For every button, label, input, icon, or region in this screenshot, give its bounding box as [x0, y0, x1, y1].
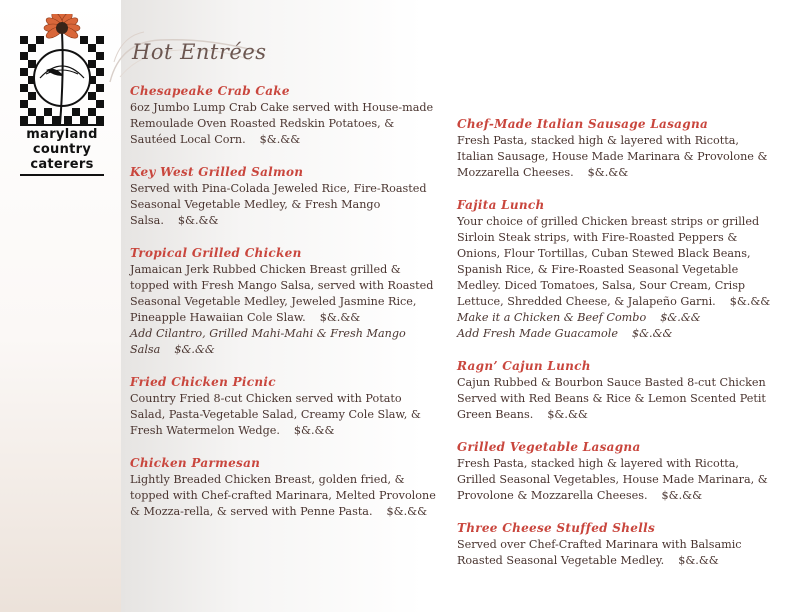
menu-item-description — [457, 133, 777, 181]
menu-item-description — [457, 375, 777, 423]
menu-item-description-text: Served with Pina-Colada Jeweled Rice, Fire-Roasted Seasonal Vegetable Medley, & Fresh Mango Salsa. — [130, 182, 427, 227]
menu-item-name: Grilled Vegetable Lasagna — [457, 440, 641, 454]
menu-item — [130, 374, 440, 439]
menu-item-description-text: Lightly Breaded Chicken Breast, golden fried, & topped with Chef-crafted Marinara, Melted Provolone & Mozza-rella, & served with Penne Pasta. — [130, 473, 436, 518]
menu-item-description — [130, 100, 440, 148]
menu-item — [130, 455, 440, 520]
menu-item-addon — [457, 326, 777, 342]
menu-item-description — [130, 262, 440, 326]
menu-item — [457, 197, 777, 342]
menu-item-price: $&.&& — [729, 295, 771, 308]
menu-item-description-text: Country Fried 8-cut Chicken served with Potato Salad, Pasta-Vegetable Salad, Creamy Cole Slaw, & Fresh Watermelon Wedge. — [130, 392, 421, 437]
menu-item-description — [130, 391, 440, 439]
menu-item — [130, 83, 440, 148]
menu-item-description-text: Your choice of grilled Chicken breast strips or grilled Sirloin Steak strips, with Fire-Roasted Peppers & Onions, Flour Tortillas, Cuban Stewed Black Beans, Spanish Rice, & Fire-Roasted Seasonal Vegetable Medley. Diced Tomatoes, Salsa, Sour Cream, Crisp Lettuce, Shredded Cheese, & Jalapeño Garni. — [457, 215, 760, 308]
section-title: Hot Entrées — [132, 40, 267, 64]
menu-item — [457, 358, 777, 423]
menu-item-price: $&.&& — [678, 554, 719, 567]
menu-item-description-text: Cajun Rubbed & Bourbon Sauce Basted 8-cut Chicken Served with Red Beans & Rice & Lemon Scented Petit Green Beans. — [457, 376, 766, 421]
menu-item-description-text: Jamaican Jerk Rubbed Chicken Breast grilled & topped with Fresh Mango Salsa, served with Roasted Seasonal Vegetable Medley, Jeweled Jasmine Rice, Pineapple Hawaiian Cole Slaw. — [130, 263, 434, 324]
menu-item-name: Three Cheese Stuffed Shells — [457, 521, 655, 535]
menu-item-description-text: 6oz Jumbo Lump Crab Cake served with House-made Remoulade Oven Roasted Redskin Potatoes, & Sautéed Local Corn. — [130, 101, 434, 146]
menu-item-description-text: Fresh Pasta, stacked high & layered with Ricotta, Italian Sausage, House Made Marinara & Provolone & Mozzarella Cheeses. — [457, 134, 768, 179]
menu-item-name: Fajita Lunch — [457, 198, 545, 212]
menu-item-name: Key West Grilled Salmon — [130, 165, 304, 179]
logo-rule-top — [20, 124, 104, 126]
menu-item-price: $&.&& — [547, 408, 588, 421]
menu-item-price: $&.&& — [259, 133, 301, 146]
menu-item-name: Chef-Made Italian Sausage Lasagna — [457, 117, 709, 131]
addon-price: $&.&& — [660, 311, 701, 324]
menu-item-price: $&.&& — [386, 505, 428, 518]
menu-item-addon — [457, 310, 777, 326]
right-menu-column — [457, 116, 777, 585]
menu-item-price: $&.&& — [293, 424, 335, 437]
menu-item-description — [457, 456, 777, 504]
addon-text: Add Cilantro, Grilled Mahi-Mahi & Fresh Mango Salsa — [130, 327, 406, 356]
menu-item-description-text: Served over Chef-Crafted Marinara with Balsamic Roasted Seasonal Vegetable Medley. — [457, 538, 742, 567]
menu-item-name: Tropical Grilled Chicken — [130, 246, 302, 260]
menu-item — [130, 164, 440, 229]
addon-text: Make it a Chicken & Beef Combo — [457, 311, 647, 324]
menu-item-addon — [130, 326, 440, 358]
menu-item-price: $&.&& — [587, 166, 629, 179]
menu-item — [457, 439, 777, 504]
menu-item-price: $&.&& — [177, 214, 219, 227]
menu-item-name: Fried Chicken Picnic — [130, 375, 276, 389]
brand-line-3: caterers — [30, 157, 94, 172]
logo-rule-bottom — [20, 174, 104, 176]
menu-item-price: $&.&& — [319, 311, 361, 324]
addon-text: Add Fresh Made Guacamole — [457, 327, 618, 340]
brand-line-2: country — [32, 142, 92, 157]
menu-item-description — [130, 472, 440, 520]
left-menu-column — [130, 83, 440, 536]
menu-item-description — [457, 214, 777, 310]
menu-item — [457, 520, 777, 569]
menu-item-description-text: Fresh Pasta, stacked high & layered with Ricotta, Grilled Seasonal Vegetables, House Made Marinara, & Provolone & Mozzarella Cheeses. — [457, 457, 768, 502]
menu-item-description — [130, 181, 440, 229]
brand-line-1: maryland — [26, 127, 98, 142]
addon-price: $&.&& — [631, 327, 673, 340]
menu-item-name: Chicken Parmesan — [130, 456, 261, 470]
menu-item — [457, 116, 777, 181]
menu-item — [130, 245, 440, 358]
menu-item-name: Chesapeake Crab Cake — [130, 84, 290, 98]
menu-item-name: Ragn’ Cajun Lunch — [457, 359, 591, 373]
menu-item-price: $&.&& — [661, 489, 703, 502]
addon-price: $&.&& — [174, 343, 215, 356]
menu-item-description — [457, 537, 777, 569]
